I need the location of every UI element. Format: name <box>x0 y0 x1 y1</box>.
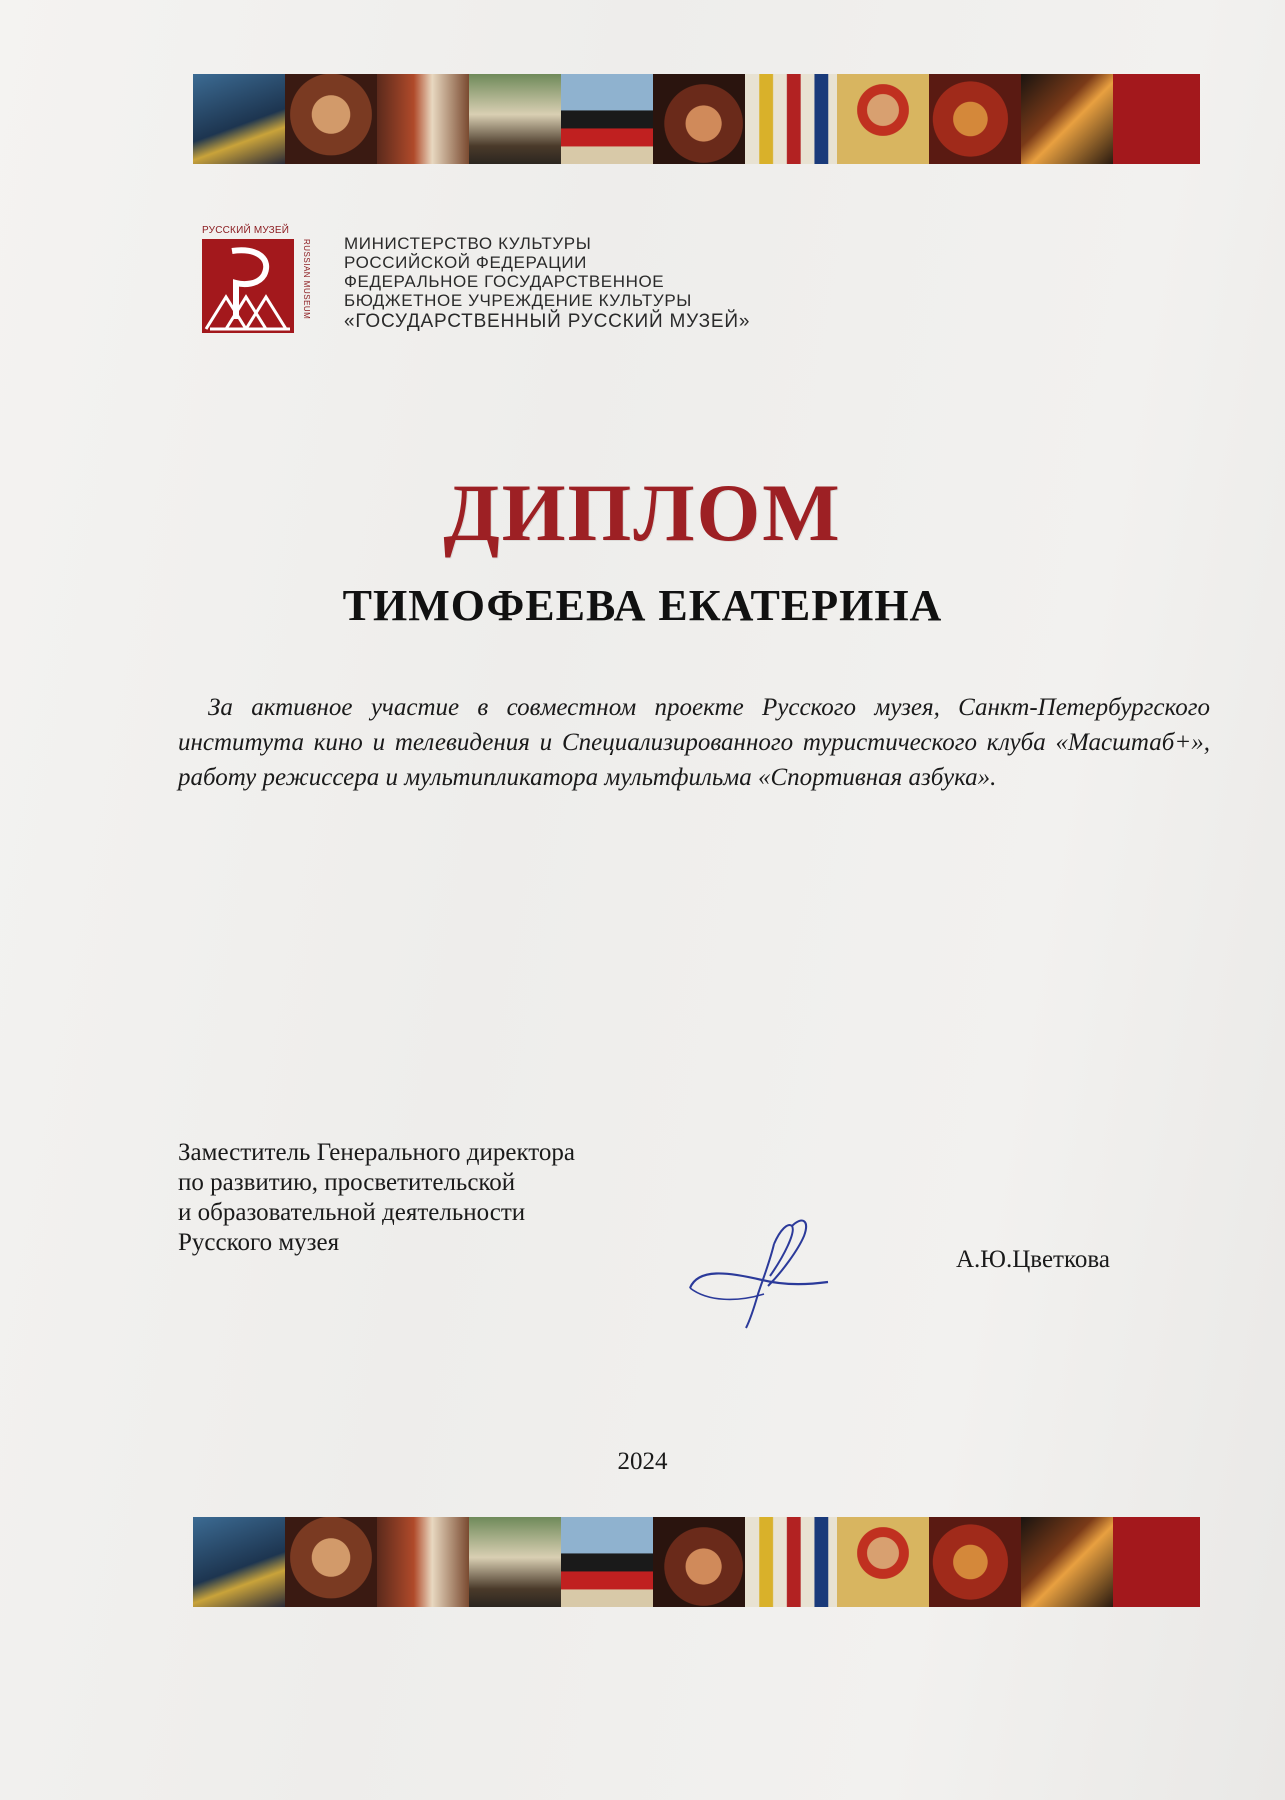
painting-tile <box>745 1517 837 1607</box>
org-line-museum-name: «ГОСУДАРСТВЕННЫЙ РУССКИЙ МУЗЕЙ» <box>344 311 751 332</box>
museum-emblem-icon <box>202 239 294 333</box>
org-line: РОССИЙСКОЙ ФЕДЕРАЦИИ <box>344 253 588 272</box>
painting-tile <box>837 74 929 164</box>
painting-tile <box>653 1517 745 1607</box>
painting-tile <box>745 74 837 164</box>
painting-tile <box>1021 74 1113 164</box>
painting-tile <box>561 1517 653 1607</box>
painting-tile <box>469 74 561 164</box>
logo-top-text: РУССКИЙ МУЗЕЙ <box>202 225 290 236</box>
painting-tile <box>653 74 745 164</box>
russian-museum-logo <box>202 225 311 337</box>
painting-tile <box>377 1517 469 1607</box>
top-painting-strip <box>193 74 1200 164</box>
position-line: Заместитель Генерального директора <box>178 1139 575 1166</box>
painting-tile <box>469 1517 561 1607</box>
painting-tile <box>285 74 377 164</box>
painting-tile <box>1113 74 1200 164</box>
painting-tile <box>193 1517 285 1607</box>
logo-side-text: RUSSIAN MUSEUM <box>302 239 311 320</box>
painting-tile <box>1021 1517 1113 1607</box>
recipient-name: ТИМОФЕЕВА ЕКАТЕРИНА <box>342 581 943 630</box>
painting-tile <box>837 1517 929 1607</box>
painting-tile <box>377 74 469 164</box>
painting-tile <box>285 1517 377 1607</box>
handwritten-signature <box>688 1216 838 1336</box>
diploma-title: ДИПЛОМ <box>443 467 842 558</box>
signer-name: А.Ю.Цветкова <box>956 1246 1110 1273</box>
org-line: МИНИСТЕРСТВО КУЛЬТУРЫ <box>344 234 592 253</box>
position-line: и образовательной деятельности <box>178 1199 526 1226</box>
organization-block <box>344 234 904 333</box>
position-line: Русского музея <box>178 1229 340 1256</box>
painting-tile <box>193 74 285 164</box>
issue-year: 2024 <box>617 1448 668 1475</box>
position-line: по развитию, просветительской <box>178 1169 516 1196</box>
painting-tile <box>929 74 1021 164</box>
painting-tile <box>561 74 653 164</box>
award-text: За активное участие в совместном проекте Русского музея, Санкт-Петербургского института кино и телевидения и Специализированного туристического клуба «Масштаб+», работу режиссера и мультипликатора мультфильма «Спортивная азбука». <box>178 694 1210 791</box>
painting-tile <box>1113 1517 1200 1607</box>
painting-tile <box>929 1517 1021 1607</box>
bottom-painting-strip <box>193 1517 1200 1607</box>
org-line: БЮДЖЕТНОЕ УЧРЕЖДЕНИЕ КУЛЬТУРЫ <box>344 291 692 310</box>
signer-position <box>178 1138 738 1258</box>
org-line: ФЕДЕРАЛЬНОЕ ГОСУДАРСТВЕННОЕ <box>344 272 665 291</box>
